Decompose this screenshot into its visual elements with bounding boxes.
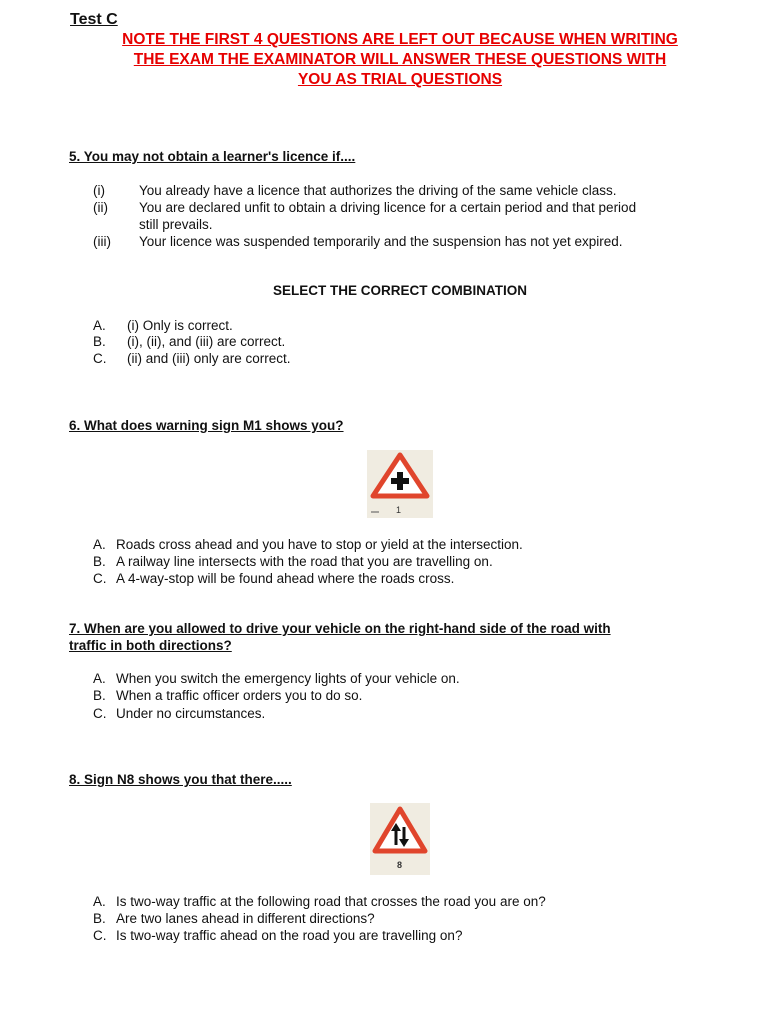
question-6: 6. What does warning sign M1 shows you? — [69, 418, 344, 433]
option-text: (i) Only is correct. — [127, 318, 233, 333]
option-text: Are two lanes ahead in different directions? — [116, 911, 375, 926]
sign-n8-image — [370, 803, 430, 875]
question-8: 8. Sign N8 shows you that there..... — [69, 772, 292, 787]
exam-note — [60, 30, 740, 90]
question-5: 5. You may not obtain a learner's licence if.... — [69, 149, 356, 164]
item-number: (i) — [93, 183, 105, 198]
sign-number: 1 — [396, 505, 402, 515]
note-line-3: YOU AS TRIAL QUESTIONS — [297, 71, 503, 88]
item-number: (iii) — [93, 234, 111, 249]
option-text: When you switch the emergency lights of your vehicle on. — [116, 671, 460, 686]
option-letter: C. — [93, 351, 107, 366]
option-letter: C. — [93, 706, 107, 721]
option-letter: C. — [93, 571, 107, 586]
option-text: (i), (ii), and (iii) are correct. — [127, 334, 286, 349]
option-text: (ii) and (iii) only are correct. — [127, 351, 291, 366]
option-letter: B. — [93, 334, 106, 349]
item-text: You are declared unfit to obtain a driving licence for a certain period and that period — [139, 200, 637, 215]
instruction: SELECT THE CORRECT COMBINATION — [273, 283, 527, 298]
question-7: 7. When are you allowed to drive your vehicle on the right-hand side of the road with — [69, 621, 611, 636]
sign-number: 8 — [397, 860, 403, 870]
option-letter: C. — [93, 928, 107, 943]
option-letter: A. — [93, 318, 106, 333]
note-line-1: NOTE THE FIRST 4 QUESTIONS ARE LEFT OUT BECAUSE WHEN WRITING — [122, 31, 678, 48]
note-line-2: THE EXAM THE EXAMINATOR WILL ANSWER THESE QUESTIONS WITH — [133, 51, 667, 68]
option-text: Roads cross ahead and you have to stop or yield at the intersection. — [116, 537, 523, 552]
option-letter: B. — [93, 911, 106, 926]
warning-sign-m1-image — [367, 450, 433, 518]
item-text: You already have a licence that authorizes the driving of the same vehicle class. — [139, 183, 617, 198]
option-text: A 4-way-stop will be found ahead where the roads cross. — [116, 571, 455, 586]
question-7-continued: traffic in both directions? — [69, 638, 232, 653]
item-number: (ii) — [93, 200, 108, 215]
item-text: Your licence was suspended temporarily and the suspension has not yet expired. — [139, 234, 623, 249]
option-text: Is two-way traffic ahead on the road you are travelling on? — [116, 928, 463, 943]
option-text: When a traffic officer orders you to do so. — [116, 688, 363, 703]
option-letter: A. — [93, 671, 106, 686]
option-text: A railway line intersects with the road that you are travelling on. — [116, 554, 493, 569]
item-text-continued: still prevails. — [139, 217, 213, 232]
option-letter: A. — [93, 537, 106, 552]
option-letter: B. — [93, 554, 106, 569]
page-title: Test C — [70, 11, 118, 28]
option-letter: A. — [93, 894, 106, 909]
option-text: Under no circumstances. — [116, 706, 266, 721]
option-text: Is two-way traffic at the following road that crosses the road you are on? — [116, 894, 546, 909]
option-letter: B. — [93, 688, 106, 703]
